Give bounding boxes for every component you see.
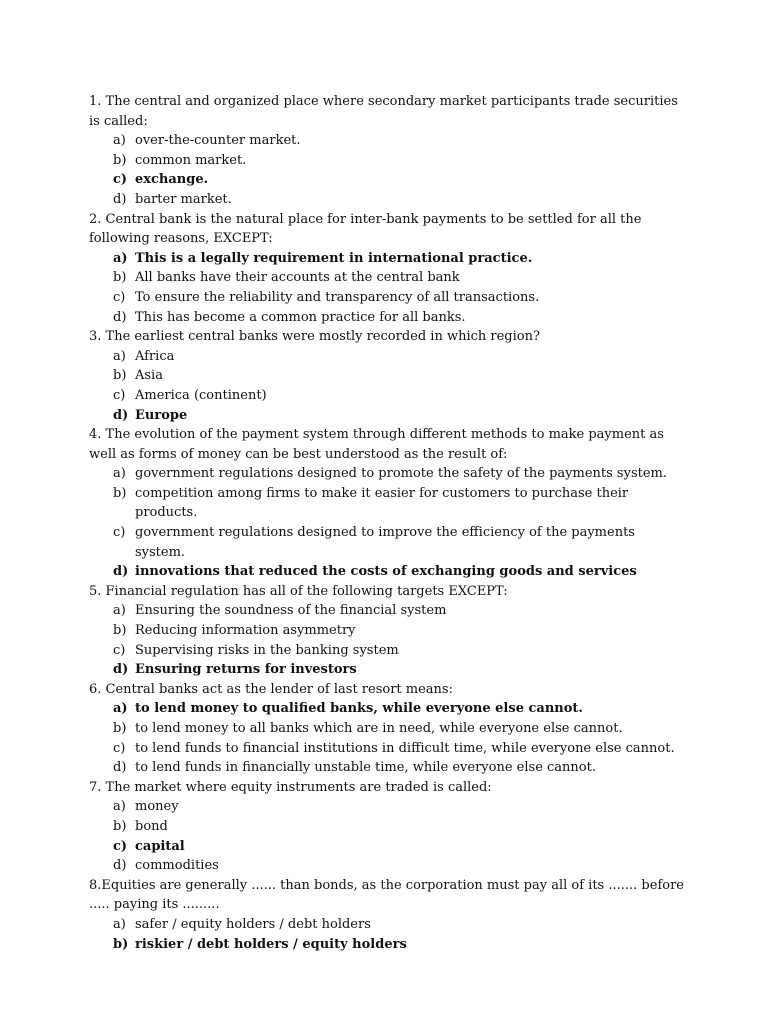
question-block xyxy=(89,327,689,425)
question-block xyxy=(89,680,689,778)
question-stem: 1. The central and organized place where secondary market participants trade securities is called: xyxy=(89,94,678,129)
option-text: commodities xyxy=(135,858,219,874)
option-text: Europe xyxy=(135,407,188,423)
question-block xyxy=(89,876,689,954)
question-block xyxy=(89,92,689,210)
answer-option xyxy=(89,288,689,308)
options-list xyxy=(89,601,689,679)
option-text: innovations that reduced the costs of exchanging goods and services xyxy=(135,564,637,580)
answer-option xyxy=(89,308,689,328)
question-block xyxy=(89,210,689,328)
answer-option-correct xyxy=(89,935,689,955)
answer-option xyxy=(89,268,689,288)
option-letter: b) xyxy=(113,721,127,736)
option-letter: c) xyxy=(113,642,126,658)
option-letter: b) xyxy=(113,368,127,384)
question-stem: 5. Financial regulation has all of the following targets EXCEPT: xyxy=(89,583,508,599)
option-text: This has become a common practice for all banks. xyxy=(135,309,466,325)
document-page xyxy=(89,92,689,954)
options-list xyxy=(89,464,689,582)
question-stem: 4. The evolution of the payment system through different methods to make payment as well as forms of money can be best understood as the result of: xyxy=(89,427,664,462)
answer-option-correct xyxy=(89,699,689,719)
option-letter: d) xyxy=(113,191,127,207)
answer-option-correct xyxy=(89,562,689,582)
option-text: competition among firms to make it easier for customers to purchase their products. xyxy=(135,485,629,521)
option-text: to lend funds in financially unstable time, while everyone else cannot. xyxy=(135,760,596,776)
option-text: Supervising risks in the banking system xyxy=(135,642,399,658)
answer-option xyxy=(89,758,689,778)
answer-option xyxy=(89,523,689,562)
answer-option xyxy=(89,817,689,837)
option-letter: b) xyxy=(113,152,127,168)
option-letter: b) xyxy=(113,270,127,286)
answer-option xyxy=(89,190,689,210)
option-text: money xyxy=(135,799,179,815)
option-letter: a) xyxy=(113,603,126,619)
option-text: capital xyxy=(135,838,185,854)
answer-option xyxy=(89,915,689,935)
question-block xyxy=(89,582,689,680)
option-text: over-the-counter market. xyxy=(135,133,301,149)
question-stem: 3. The earliest central banks were mostly recorded in which region? xyxy=(89,329,540,345)
option-letter: a) xyxy=(113,799,126,815)
option-letter: b) xyxy=(113,818,127,834)
option-text: barter market. xyxy=(135,191,232,207)
question-stem: 7. The market where equity instruments are traded is called: xyxy=(89,779,492,795)
option-text: This is a legally requirement in international practice. xyxy=(135,250,533,266)
option-letter: c) xyxy=(113,172,128,188)
option-text: government regulations designed to improve the efficiency of the payments system. xyxy=(135,525,635,560)
answer-option xyxy=(89,739,689,759)
answer-option-correct xyxy=(89,406,689,426)
option-letter: b) xyxy=(113,623,127,639)
question-block xyxy=(89,778,689,876)
option-text: riskier / debt holders / equity holders xyxy=(135,936,407,952)
option-letter: b) xyxy=(113,485,127,501)
answer-option-correct xyxy=(89,249,689,269)
option-letter: d) xyxy=(113,662,129,678)
options-list xyxy=(89,131,689,209)
option-letter: d) xyxy=(113,760,127,776)
question-stem: 2. Central bank is the natural place for inter-bank payments to be settled for all the following reasons, EXCEPT: xyxy=(89,211,642,247)
options-list xyxy=(89,249,689,327)
option-text: Asia xyxy=(135,368,163,384)
answer-option xyxy=(89,464,689,484)
option-letter: a) xyxy=(113,250,128,266)
option-text: common market. xyxy=(135,152,247,168)
answer-option xyxy=(89,347,689,367)
option-letter: a) xyxy=(113,701,128,717)
option-letter: c) xyxy=(113,289,126,305)
question-block xyxy=(89,425,689,582)
option-text: exchange. xyxy=(135,172,209,188)
options-list xyxy=(89,699,689,777)
answer-option xyxy=(89,131,689,151)
option-letter: a) xyxy=(113,133,126,149)
option-letter: b) xyxy=(113,936,129,952)
option-letter: d) xyxy=(113,858,127,874)
answer-option xyxy=(89,719,689,739)
answer-option xyxy=(89,856,689,876)
option-letter: d) xyxy=(113,407,129,423)
option-letter: d) xyxy=(113,564,129,580)
answer-option xyxy=(89,151,689,171)
answer-option xyxy=(89,366,689,386)
option-letter: a) xyxy=(113,348,126,364)
question-stem: 6. Central banks act as the lender of last resort means: xyxy=(89,681,453,697)
option-letter: a) xyxy=(113,916,126,932)
option-letter: c) xyxy=(113,525,126,541)
option-text: Ensuring the soundness of the financial system xyxy=(135,603,447,619)
option-text: To ensure the reliability and transparency of all transactions. xyxy=(135,289,540,305)
answer-option xyxy=(89,601,689,621)
option-text: Africa xyxy=(135,348,175,364)
answer-option xyxy=(89,621,689,641)
question-stem: 8.Equities are generally ...... than bonds, as the corporation must pay all of its ....... before ..... paying its ......... xyxy=(89,877,684,913)
answer-option xyxy=(89,641,689,661)
option-text: to lend money to all banks which are in need, while everyone else cannot. xyxy=(135,721,623,736)
answer-option-correct xyxy=(89,660,689,680)
option-text: All banks have their accounts at the central bank xyxy=(135,270,460,286)
option-text: bond xyxy=(135,818,168,834)
option-letter: d) xyxy=(113,309,127,325)
answer-option xyxy=(89,797,689,817)
option-text: America (continent) xyxy=(135,387,267,403)
option-text: to lend money to qualified banks, while everyone else cannot. xyxy=(135,701,583,717)
option-text: safer / equity holders / debt holders xyxy=(135,916,371,932)
option-letter: c) xyxy=(113,740,126,756)
answer-option-correct xyxy=(89,170,689,190)
answer-option xyxy=(89,484,689,523)
options-list xyxy=(89,797,689,875)
options-list xyxy=(89,347,689,425)
answer-option xyxy=(89,386,689,406)
option-letter: c) xyxy=(113,387,126,403)
option-text: Ensuring returns for investors xyxy=(135,662,357,678)
option-text: government regulations designed to promote the safety of the payments system. xyxy=(135,466,667,482)
answer-option-correct xyxy=(89,837,689,857)
option-letter: c) xyxy=(113,838,128,854)
option-letter: a) xyxy=(113,466,126,482)
option-text: to lend funds to financial institutions in difficult time, while everyone else cannot. xyxy=(135,740,675,756)
option-text: Reducing information asymmetry xyxy=(135,623,356,639)
options-list xyxy=(89,915,689,954)
